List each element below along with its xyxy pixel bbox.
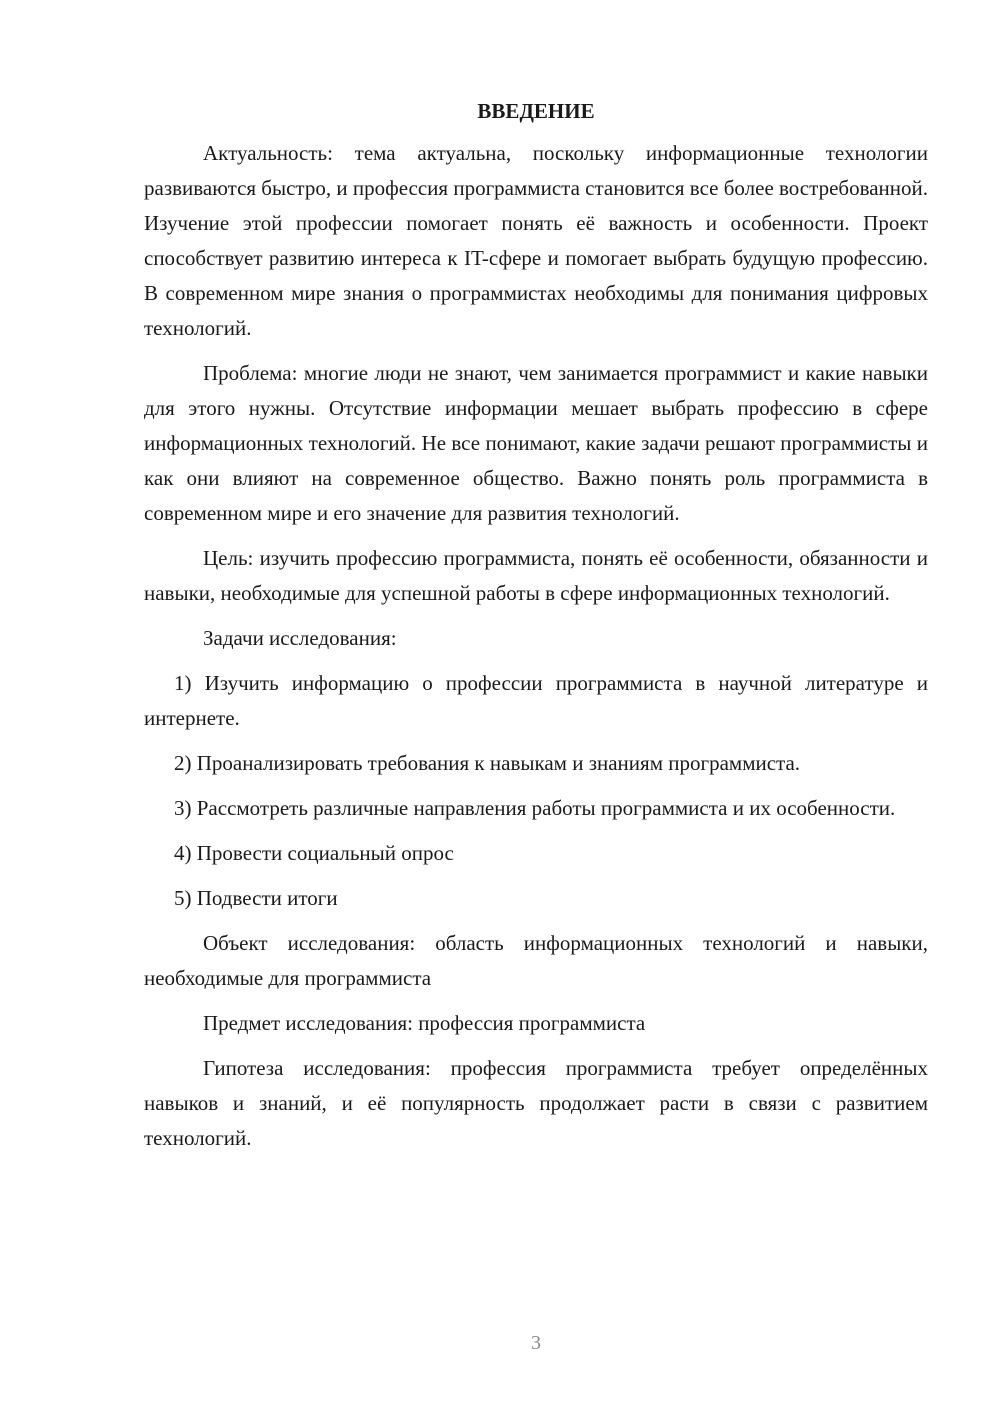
object-paragraph: Объект исследования: область информационных технологий и навыки, необходимые для программиста bbox=[144, 931, 928, 990]
task-item: 4) Провести социальный опрос bbox=[174, 841, 454, 865]
section-title: ВВЕДЕНИЕ bbox=[477, 99, 595, 123]
subject-paragraph: Предмет исследования: профессия программиста bbox=[203, 1011, 646, 1035]
hypothesis-paragraph: Гипотеза исследования: профессия программиста требует определённых навыков и знаний, и её популярность продолжает расти в связи с развитием технологий. bbox=[144, 1056, 928, 1150]
task-item: 1) Изучить информацию о профессии программиста в научной литературе и интернете. bbox=[144, 671, 928, 730]
tasks-heading: Задачи исследования: bbox=[203, 626, 397, 650]
task-item: 2) Проанализировать требования к навыкам и знаниям программиста. bbox=[174, 751, 801, 775]
task-item: 3) Рассмотреть различные направления работы программиста и их особенности. bbox=[174, 796, 896, 820]
page-number: 3 bbox=[531, 1332, 541, 1354]
relevance-paragraph: Актуальность: тема актуальна, поскольку информационные технологии развиваются быстро, и профессия программиста становится все более востребованной. Изучение этой профессии помогает понять её важность и особенности. Проект способствует развитию интереса к IT-сфере и помогает выбрать будущую профессию. В современном мире знания о программистах необходимы для понимания цифровых технологий. bbox=[144, 141, 928, 340]
goal-paragraph: Цель: изучить профессию программиста, понять её особенности, обязанности и навыки, необходимые для успешной работы в сфере информационных технологий. bbox=[144, 546, 928, 605]
problem-paragraph: Проблема: многие люди не знают, чем занимается программист и какие навыки для этого нужны. Отсутствие информации мешает выбрать профессию в сфере информационных технологий. Не все понимают, какие задачи решают программисты и как они влияют на современное общество. Важно понять роль программиста в современном мире и его значение для развития технологий. bbox=[144, 361, 928, 525]
page-body bbox=[144, 94, 928, 1166]
task-item: 5) Подвести итоги bbox=[174, 886, 338, 910]
